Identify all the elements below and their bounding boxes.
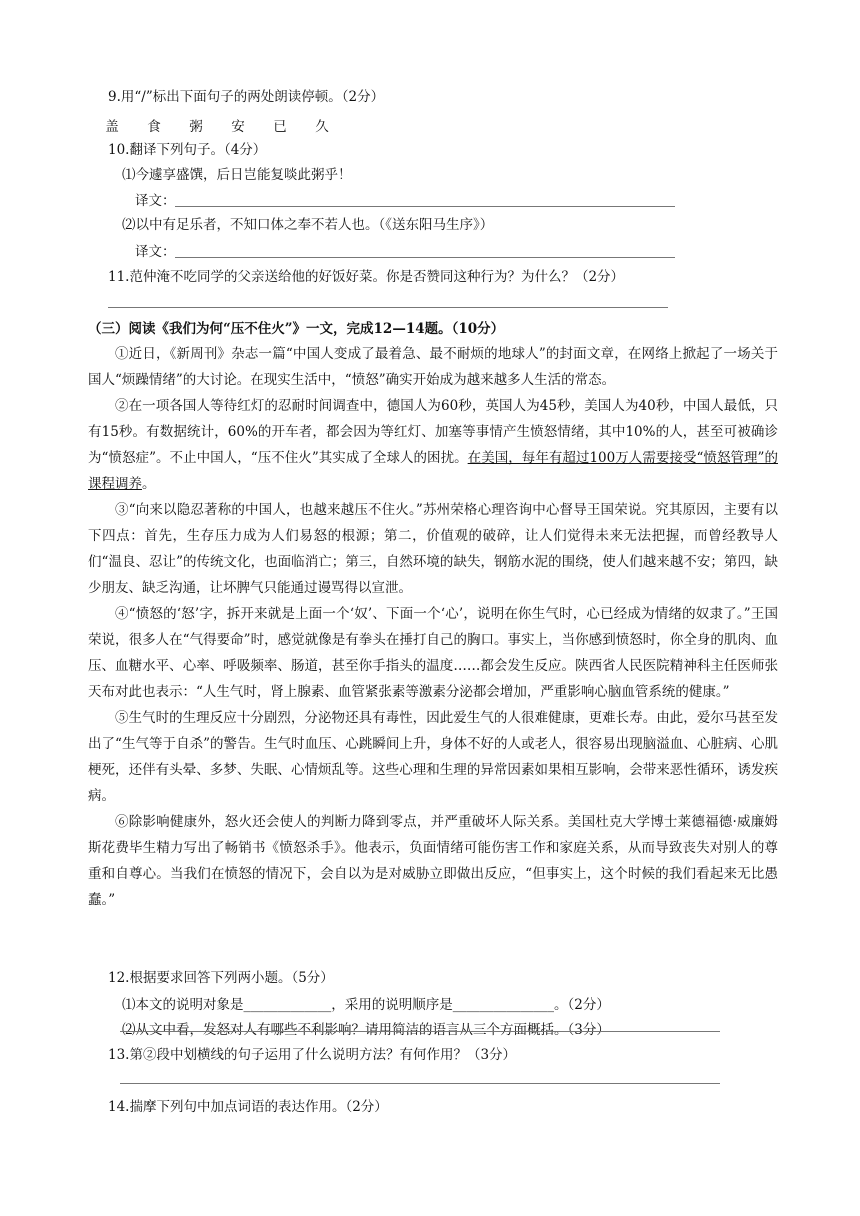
translation-answer-line-2[interactable] [175, 257, 675, 258]
question-12-item-2: ⑵从文中看，发怒对人有哪些不利影响？请用简洁的语言从三个方面概括。（3分） [122, 1022, 610, 1038]
question-11-prompt: 11.范仲淹不吃同学的父亲送给他的好饭好菜。你是否赞同这种行为？为什么？（2分） [108, 269, 625, 285]
question-9-sentence [100, 117, 334, 137]
sentence-char: 盖 [105, 119, 119, 135]
sentence-char: 安 [231, 119, 245, 135]
question-12-item-1: ⑴本文的说明对象是_____________，采用的说明顺序是_______________。（2分） [122, 997, 610, 1013]
question-12-prompt: 12.根据要求回答下列两小题。（5分） [108, 970, 334, 986]
translation-label-1: 译文： [135, 193, 176, 209]
question-13-prompt: 13.第②段中划横线的句子运用了什么说明方法？有何作用？（3分） [108, 1047, 517, 1063]
article-paragraph-6: ⑥除影响健康外，怒火还会使人的判断力降到零点，并严重破坏人际关系。美国杜克大学博士莱德福德·威廉姆斯花费毕生精力写出了畅销书《愤怒杀手》。他表示，负面情绪可能伤害工作和家庭关系，从而导致丧失对别人的尊重和自尊心。当我们在愤怒的情况下，会自以为是对威胁立即做出反应，“但事实上，这个时候的我们看起来无比愚蠢。” [88, 814, 778, 908]
question-12-answer-line[interactable] [120, 1031, 720, 1032]
question-14-prompt: 14.揣摩下列句中加点词语的表达作用。（2分） [108, 1099, 388, 1115]
translation-label-2: 译文： [135, 244, 176, 260]
section-3-heading: （三）阅读《我们为何“压不住火”》一文，完成12—14题。（10分） [88, 321, 505, 337]
article-paragraph-5: ⑤生气时的生理反应十分剧烈，分泌物还具有毒性，因此爱生气的人很难健康，更难长寿。由此，爱尔马甚至发出了“生气等于自杀”的警告。生气时血压、心跳瞬间上升，身体不好的人或老人，很容易出现脑溢血、心脏病、心肌梗死，还伴有头晕、多梦、失眠、心情烦乱等。这些心理和生理的异常因素如果相互影响，会带来恶性循环，诱发疾病。 [88, 710, 778, 804]
question-10-item-2: ⑵以中有足乐者，不知口体之奉不若人也。（《送东阳马生序》） [122, 217, 494, 233]
article-paragraph-3: ③“向来以隐忍著称的中国人，也越来越压不住火。”苏州荣格心理咨询中心督导王国荣说。究其原因，主要有以下四点：首先，生存压力成为人们易怒的根源；第二，价值观的破碎，让人们觉得未来无法把握，而曾经教导人们“温良、忍让”的传统文化，也面临消亡；第三，自然环境的缺失，钢筋水泥的围绕，使人们越来越不安；第四，缺少朋友、缺乏沟通，让坏脾气只能通过谩骂得以宣泄。 [88, 502, 778, 596]
question-9-prompt: 9.用“/”标出下面句子的两处朗读停顿。（2分） [108, 89, 385, 105]
article-body [88, 341, 778, 913]
article-paragraph-2 [88, 393, 778, 497]
question-13-answer-line[interactable] [120, 1083, 720, 1084]
sentence-char: 久 [315, 119, 329, 135]
question-10-prompt: 10.翻译下列句子。（4分） [108, 142, 267, 158]
article-paragraph-4: ④“愤怒的‘怒’字，拆开来就是上面一个‘奴’、下面一个‘心’，说明在你生气时，心已经成为情绪的奴隶了。”王国荣说，很多人在“气得要命”时，感觉就像是有拳头在捶打自己的胸口。事实上，当你感到愤怒时，你全身的肌肉、血压、血糖水平、心率、呼吸频率、肠道，甚至你手指头的温度……都会发生反应。陕西省人民医院精神科主任医师张天布对此也表示：“人生气时，肾上腺素、血管紧张素等激素分泌都会增加，严重影响心脑血管系统的健康。” [88, 606, 778, 700]
sentence-char: 粥 [189, 119, 203, 135]
article-paragraph-1: ①近日，《新周刊》杂志一篇“中国人变成了最着急、最不耐烦的地球人”的封面文章，在网络上掀起了一场关于国人“烦躁情绪”的大讨论。在现实生活中，“愤怒”确实开始成为越来越多人生活的常态。 [88, 346, 778, 388]
question-11-answer-line[interactable] [108, 307, 668, 308]
question-10-item-1: ⑴今遽享盛馔，后日岂能复啖此粥乎！ [122, 167, 352, 183]
underlined-sentence: 在美国，每年有超过100万人需要接受“愤怒管理”的课程调养 [88, 450, 778, 492]
sentence-char: 食 [147, 119, 161, 135]
paragraph-2-text: ②在一项各国人等待红灯的忍耐时间调查中，德国人为60秒，英国人为45秒，美国人为40秒，中国人最低，只有15秒。有数据统计，60%的开车者，都会因为等红灯、加塞等事情产生愤怒情绪，其中10%的人，甚至可被确诊为“愤怒症”。不止中国人，“压不住火”其实成了全球人的困扰。 [88, 398, 778, 466]
translation-answer-line-1[interactable] [175, 206, 675, 207]
sentence-char: 已 [273, 119, 287, 135]
paragraph-2-end: 。 [142, 476, 156, 492]
